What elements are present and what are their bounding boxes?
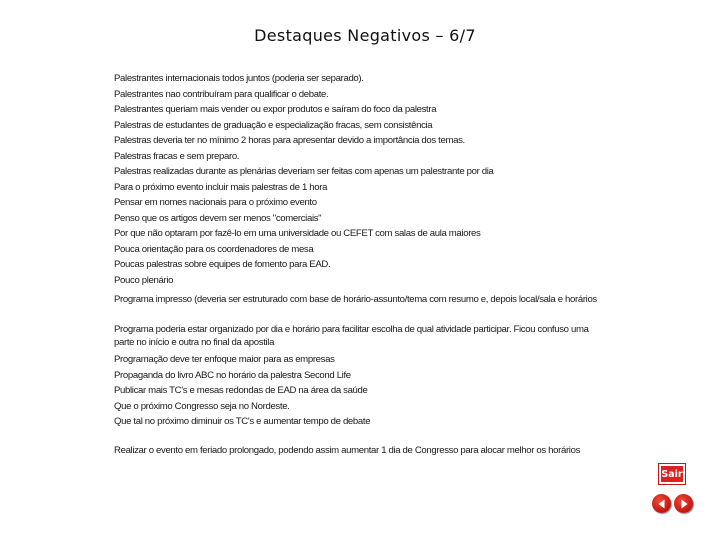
list-item: Publicar mais TC's e mesas redondas de EAD na área da saúde: [114, 385, 368, 396]
negative-highlights-list: [114, 72, 604, 459]
list-item: Que tal no próximo diminuir os TC's e aumentar tempo de debate: [114, 416, 371, 427]
list-item: Palestrantes nao contribuíram para qualificar o debate.: [114, 88, 329, 100]
list-item: Para o próximo evento incluir mais palestras de 1 hora: [114, 181, 328, 193]
list-item: Por que não optaram por fazê-lo em uma universidade ou CEFET com salas de aula maiores: [114, 228, 481, 239]
exit-button[interactable]: Sair: [659, 464, 685, 484]
list-item: Que o próximo Congresso seja no Nordeste.: [114, 400, 290, 412]
list-item: Programação deve ter enfoque maior para as empresas: [114, 354, 335, 365]
arrow-left-icon: [656, 498, 668, 510]
list-item: Palestrantes internacionais todos juntos (poderia ser separado).: [114, 73, 364, 84]
list-item: Palestras realizadas durante as plenárias deveriam ser feitas com apenas um palestrante por dia: [114, 166, 494, 177]
previous-slide-button[interactable]: [652, 494, 671, 513]
list-item: Pensar em nomes nacionais para o próximo evento: [114, 197, 317, 208]
list-item: Pouca orientação para os coordenadores de mesa: [114, 243, 314, 255]
list-item: Palestras de estudantes de graduação e especialização fracas, sem consistência: [114, 119, 433, 131]
list-item: Propaganda do livro ABC no horário da palestra Second Life: [114, 369, 351, 381]
list-item: Programa impresso (deveria ser estruturado com base de horário-assunto/tema com resumo e, depois local/sala e horários: [114, 294, 597, 305]
list-item: Realizar o evento em feriado prolongado, podendo assim aumentar 1 dia de Congresso para alocar melhor os horários: [114, 444, 581, 456]
next-slide-button[interactable]: [674, 494, 693, 513]
list-item: Pouco plenário: [114, 274, 174, 286]
slide-title: Destaques Negativos – 6/7: [254, 26, 476, 45]
list-item: Penso que os artigos devem ser menos "comerciais": [114, 212, 322, 224]
list-item: Palestras deveria ter no mínimo 2 horas para apresentar devido a importância dos temas.: [114, 135, 465, 146]
arrow-right-icon: [678, 498, 690, 510]
list-item: Palestrantes queriam mais vender ou expor produtos e saíram do foco da palestra: [114, 104, 437, 115]
list-item: Poucas palestras sobre equipes de fomento para EAD.: [114, 259, 331, 270]
list-item: Palestras fracas e sem preparo.: [114, 150, 240, 162]
list-item: Programa poderia estar organizado por dia e horário para facilitar escolha de qual atividade participar. Ficou confuso uma parte no início e outra no final da apostila: [114, 324, 589, 348]
